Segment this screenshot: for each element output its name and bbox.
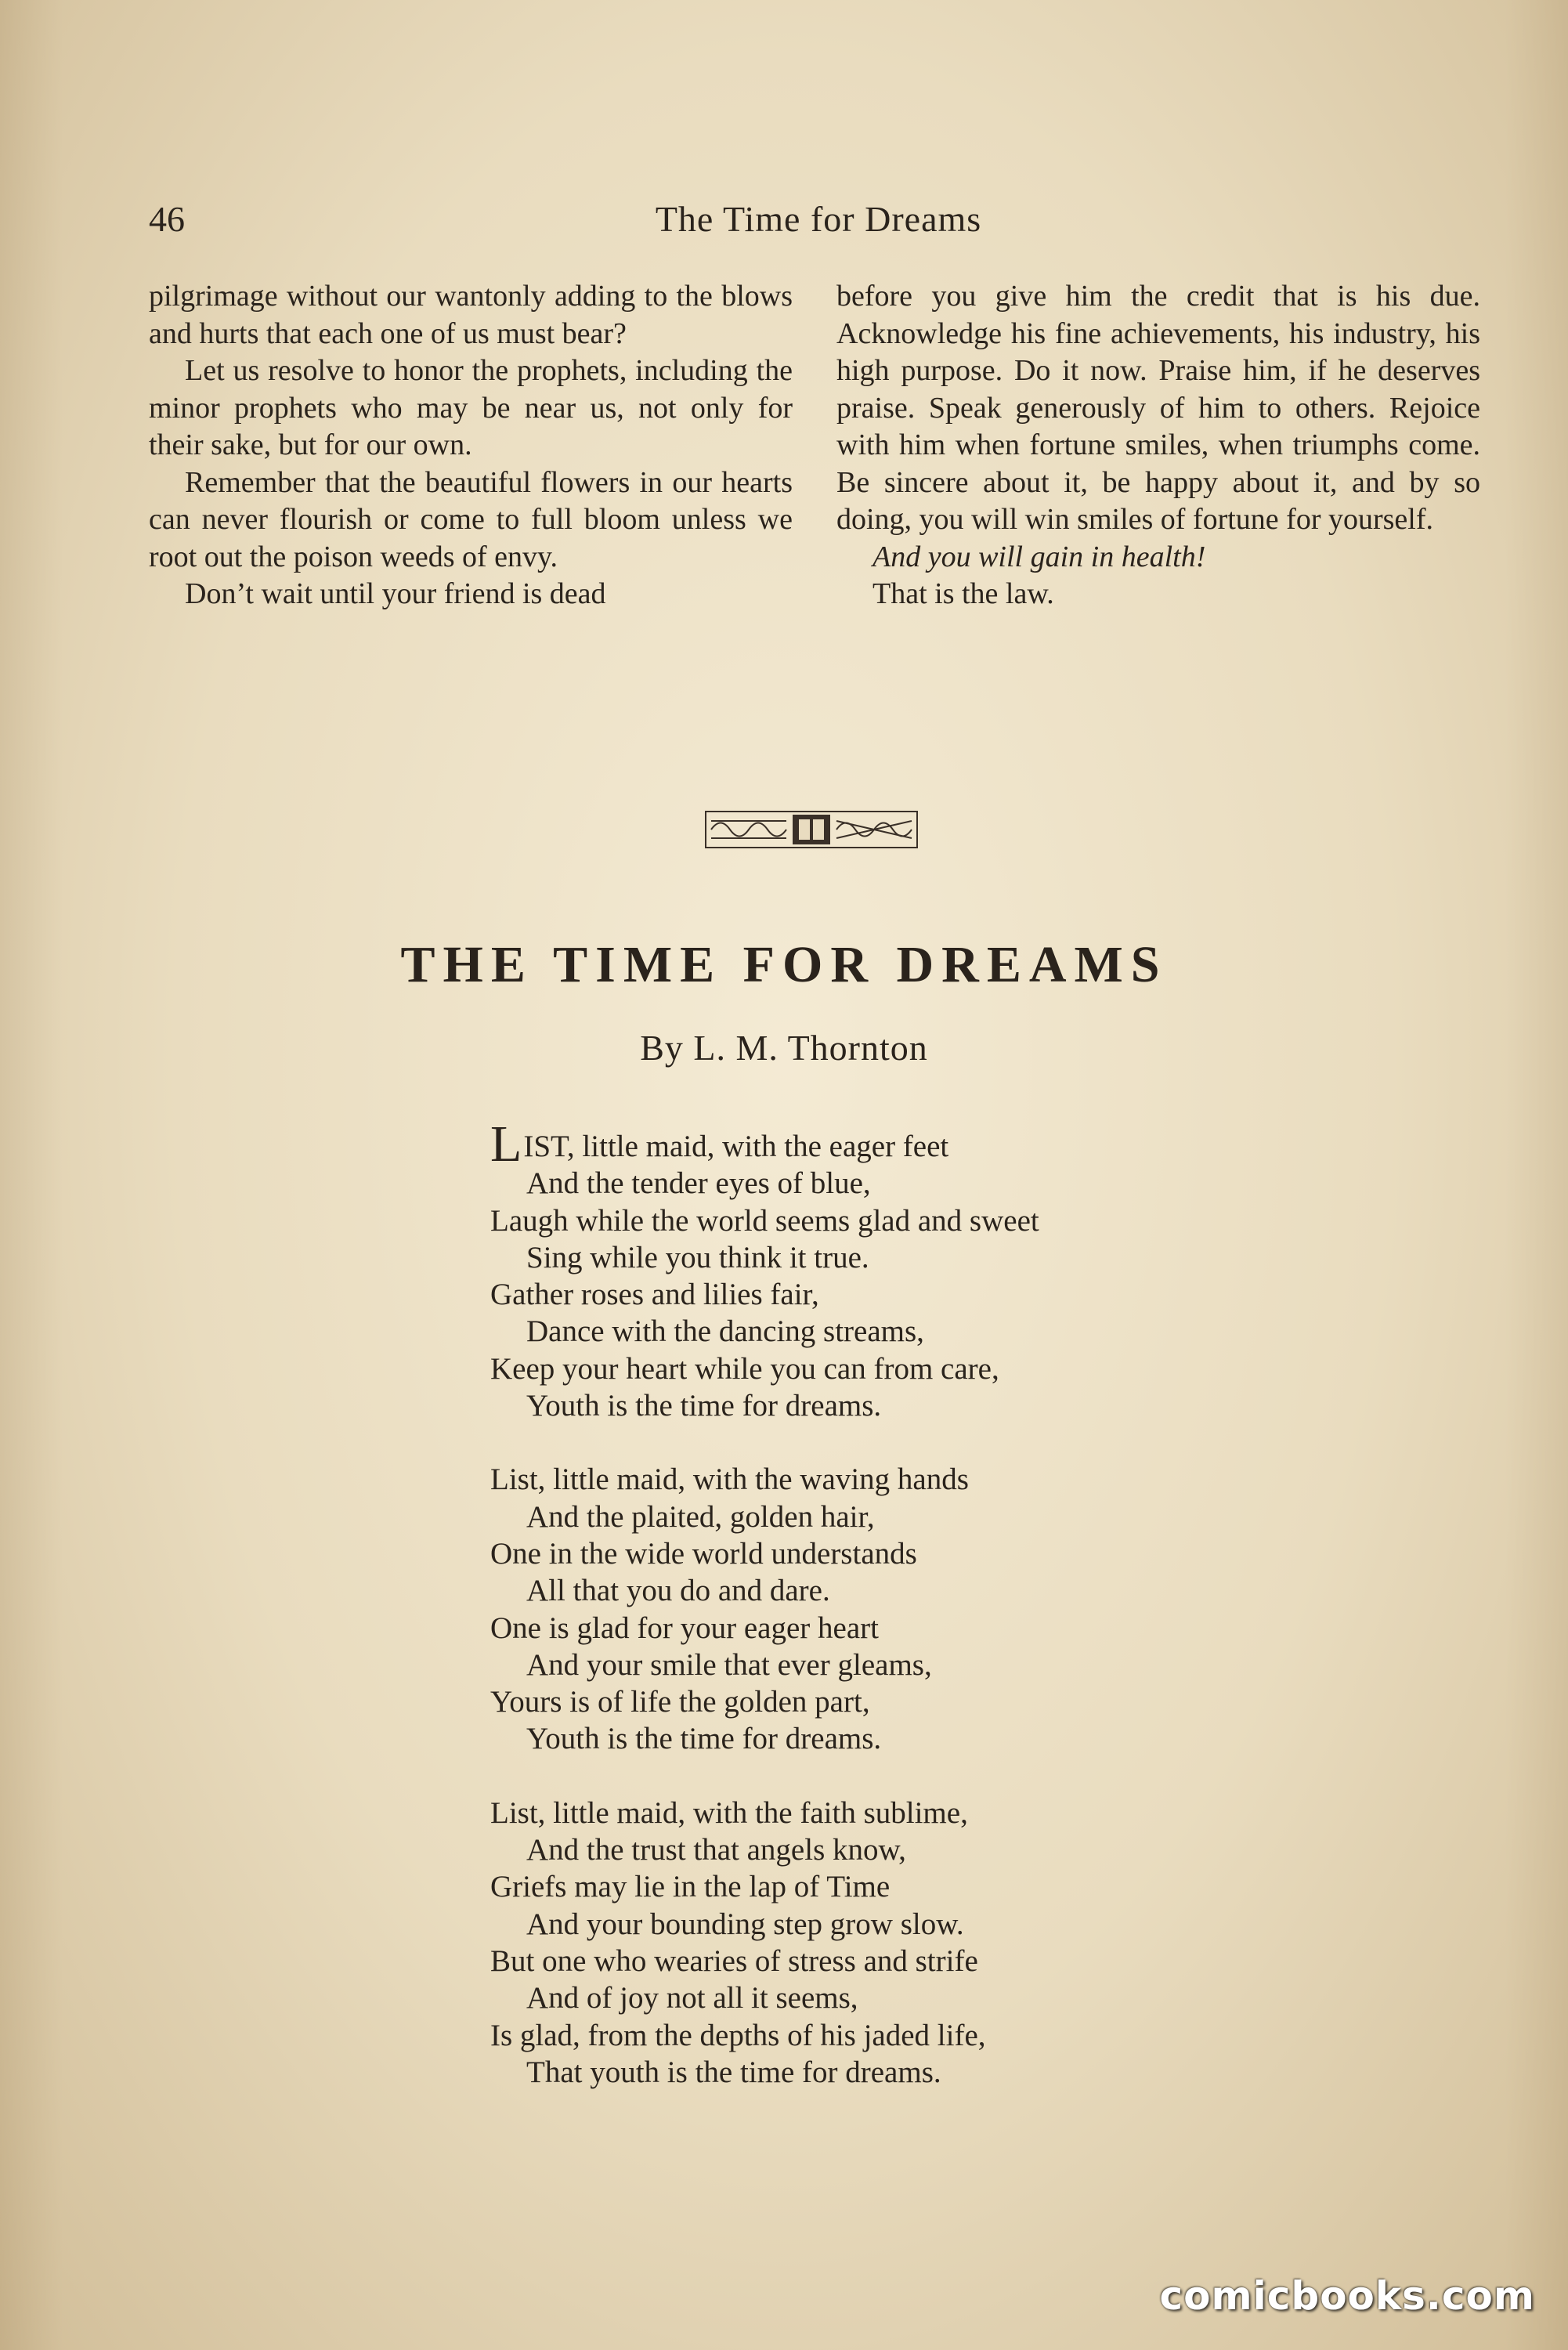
poem-line: But one who wearies of stress and strife <box>490 1943 978 1978</box>
paragraph: That is the law. <box>873 577 1054 610</box>
poem-line: And the plaited, golden hair, <box>526 1499 875 1534</box>
left-column <box>149 278 793 613</box>
running-title: The Time for Dreams <box>655 199 982 239</box>
stanza <box>490 1461 1274 1757</box>
poem-line: Keep your heart while you can from care, <box>490 1351 999 1386</box>
poem-line: One in the wide world understands <box>490 1536 917 1571</box>
paragraph: Remember that the beautiful flowers in our hearts can never flourish or come to full bloom unless we root out the poison weeds of envy. <box>149 465 793 573</box>
poem-line: List, little maid, with the faith sublime, <box>490 1795 968 1830</box>
stanza <box>490 1795 1274 2091</box>
poem-line: And the tender eyes of blue, <box>526 1166 871 1201</box>
poem-line: All that you do and dare. <box>526 1574 830 1608</box>
poem-line: LIST, little maid, with the eager feet <box>490 1115 949 1173</box>
poem-line: And the trust that angels know, <box>526 1833 906 1867</box>
paragraph: Let us resolve to honor the prophets, including the minor prophets who may be near us, not only for their sake, but for our own. <box>149 354 793 461</box>
paragraph: before you give him the credit that is his due. Acknowledge his fine achievements, his industry, his high purpose. Do it now. Praise him, if he deserves praise. Speak generously of him to others. Rejoice with him when fortune smiles, when triumphs come. Be sincere about it, be happy about it, and by so doing, you will win smiles of fortune for yourself. <box>836 280 1480 536</box>
running-head <box>149 196 1488 243</box>
poem-line: One is glad for your eager heart <box>490 1611 879 1645</box>
paragraph-italic: And you will gain in health! <box>873 540 1206 573</box>
paragraph: pilgrimage without our wantonly adding to the blows and hurts that each one of us must bear? <box>149 280 793 350</box>
ornament-divider <box>705 808 918 851</box>
poem-line: And your smile that ever gleams, <box>526 1647 932 1682</box>
site-watermark: comicbooks.com <box>1159 2273 1535 2319</box>
poem-line: List, little maid, with the waving hands <box>490 1462 969 1497</box>
poem-body <box>490 1115 1274 2128</box>
poem-line: Gather roses and lilies fair, <box>490 1278 819 1312</box>
poem-line: Griefs may lie in the lap of Time <box>490 1870 891 1904</box>
poem-line: And your bounding step grow slow. <box>526 1907 964 1941</box>
page-number: 46 <box>149 199 185 239</box>
poem-line: That youth is the time for dreams. <box>526 2055 941 2089</box>
poem-line: Laugh while the world seems glad and sweet <box>490 1203 1039 1238</box>
poem-line: Dance with the dancing streams, <box>526 1314 924 1349</box>
poem-line: Is glad, from the depths of his jaded life, <box>490 2018 986 2052</box>
poem-line: Sing while you think it true. <box>526 1240 869 1274</box>
article-columns <box>149 278 1488 732</box>
poem-line: Youth is the time for dreams. <box>526 1722 882 1756</box>
stanza <box>490 1115 1274 1424</box>
poem-line: Yours is of life the golden part, <box>490 1685 870 1719</box>
poem-line: And of joy not all it seems, <box>526 1981 858 2016</box>
byline: By L. M. Thornton <box>640 1028 928 1068</box>
poem-line: Youth is the time for dreams. <box>526 1389 882 1423</box>
drop-cap: L <box>490 1115 522 1173</box>
right-column <box>836 278 1480 613</box>
poem-title: THE TIME FOR DREAMS <box>400 936 1168 993</box>
paragraph: Don’t wait until your friend is dead <box>185 577 606 610</box>
